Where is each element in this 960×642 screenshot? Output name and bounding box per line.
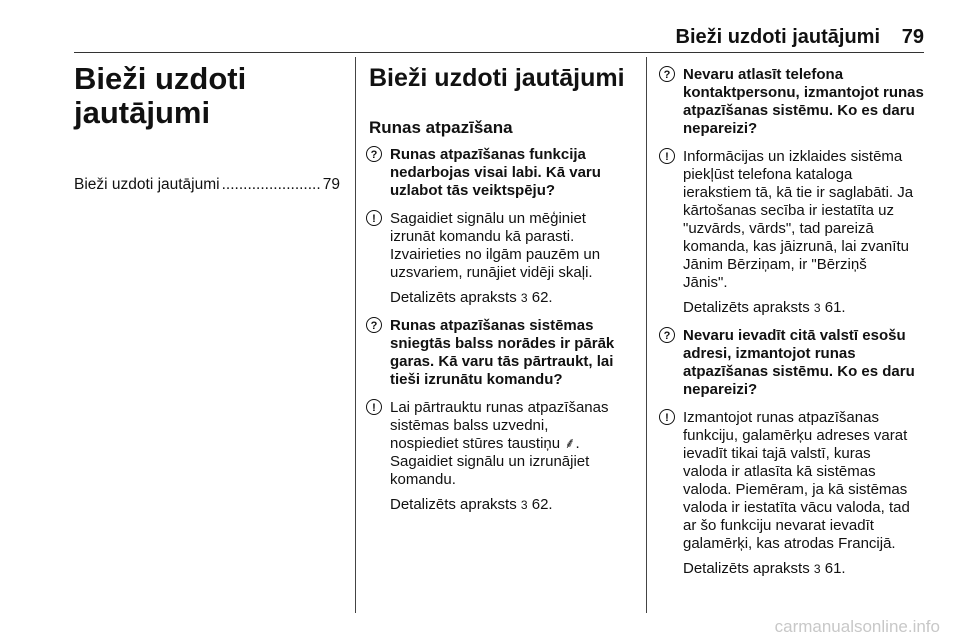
question-text: Runas atpazīšanas funkcija nedarbojas visai labi. Kā varu uzlabot tās veiktspēju? [390,146,601,199]
answer-text: Lai pārtrauktu runas atpazīšanas sistēmas balss uzvedni, nospiediet stūres taustiņu ⸙. Sagaidiet signālu un izrunājiet komandu. [390,399,609,488]
cross-reference-page: 61. [824,560,846,577]
reference-arrow-icon: 3 [813,301,821,315]
cross-reference-page: 62. [531,289,553,306]
page-header-title: Bieži uzdoti jautājumi [675,26,880,48]
cross-reference[interactable] [390,496,636,514]
column-divider [646,57,647,613]
faq-answer [366,210,636,307]
cross-reference-page: 62. [531,496,553,513]
cross-reference-label: Detalizēts apraksts [683,299,810,316]
cross-reference-label: Detalizēts apraksts [390,496,517,513]
faq-question [366,317,636,389]
column-divider [355,57,356,613]
faq-answer [366,399,636,514]
question-text: Nevaru ievadīt citā valstī esošu adresi, izmantojot runas atpazīšanas sistēmu. Ko es daru nepareizi? [683,327,915,398]
cross-reference[interactable] [390,289,636,307]
info-icon: ! [659,148,675,164]
question-icon: ? [659,327,675,343]
cross-reference-label: Detalizēts apraksts [390,289,517,306]
section-title: Bieži uzdoti jautājumi [369,64,625,92]
section-subtitle: Runas atpazīšana [369,118,513,137]
info-icon: ! [659,409,675,425]
faq-question [366,146,636,200]
cross-reference-page: 61. [824,299,846,316]
faq-question [659,66,935,138]
question-icon: ? [659,66,675,82]
faq-column [659,66,935,588]
cross-reference[interactable] [683,299,935,317]
question-icon: ? [366,317,382,333]
info-icon: ! [366,399,382,415]
watermark: carmanualsonline.info [774,617,940,636]
toc-entry-label: Bieži uzdoti jautājumi [74,176,220,193]
reference-arrow-icon: 3 [520,498,528,512]
answer-text: Informācijas un izklaides sistēma piekļūst telefona kataloga ierakstiem tā, kā tie ir saglabāti. Ja kārtošanas secība ir iestatīta uz "uzvārds, vārds", tad pareizā komanda, kas jāizrunā, lai zvanītu Jānim Bērziņam, ir "Bērziņš Jānis". [683,148,914,291]
toc-title-line: Bieži uzdoti [74,61,247,96]
answer-text: Izmantojot runas atpazīšanas funkciju, galamērķu adreses varat ievadīt tikai tajā valstī, kuras valoda ir atlasīta kā sistēmas valoda. Piemēram, ja kā sistēmas valoda ir iestatīta vācu valoda, tad ar šo funkciju nevarat ievadīt galamērķi, kas atrodas Francijā. [683,409,910,552]
cross-reference-label: Detalizēts apraksts [683,560,810,577]
page-number: 79 [901,26,924,48]
faq-answer [659,409,935,578]
reference-arrow-icon: 3 [520,291,528,305]
reference-arrow-icon: 3 [813,562,821,576]
info-icon: ! [366,210,382,226]
faq-answer [659,148,935,317]
toc-title [74,62,344,130]
question-text: Nevaru atlasīt telefona kontaktpersonu, izmantojot runas atpazīšanas sistēmu. Ko es daru nepareizi? [683,66,924,137]
question-icon: ? [366,146,382,162]
question-text: Runas atpazīšanas sistēmas sniegtās balss norādes ir pārāk garas. Kā varu tās pārtraukt, lai tieši izrunātu komandu? [390,317,615,388]
toc-entry-page: 79 [322,176,340,193]
faq-question [659,327,935,399]
answer-text: Sagaidiet signālu un mēģiniet izrunāt komandu kā parasti. Izvairieties no ilgām pauzēm un uzsvariem, runājiet vidēji skaļi. [390,210,601,281]
toc-entry[interactable] [74,176,340,194]
toc-dot-leader [222,176,321,194]
faq-column [366,146,636,524]
cross-reference[interactable] [683,560,935,578]
header-rule [74,52,924,53]
toc-title-line: jautājumi [74,95,211,130]
